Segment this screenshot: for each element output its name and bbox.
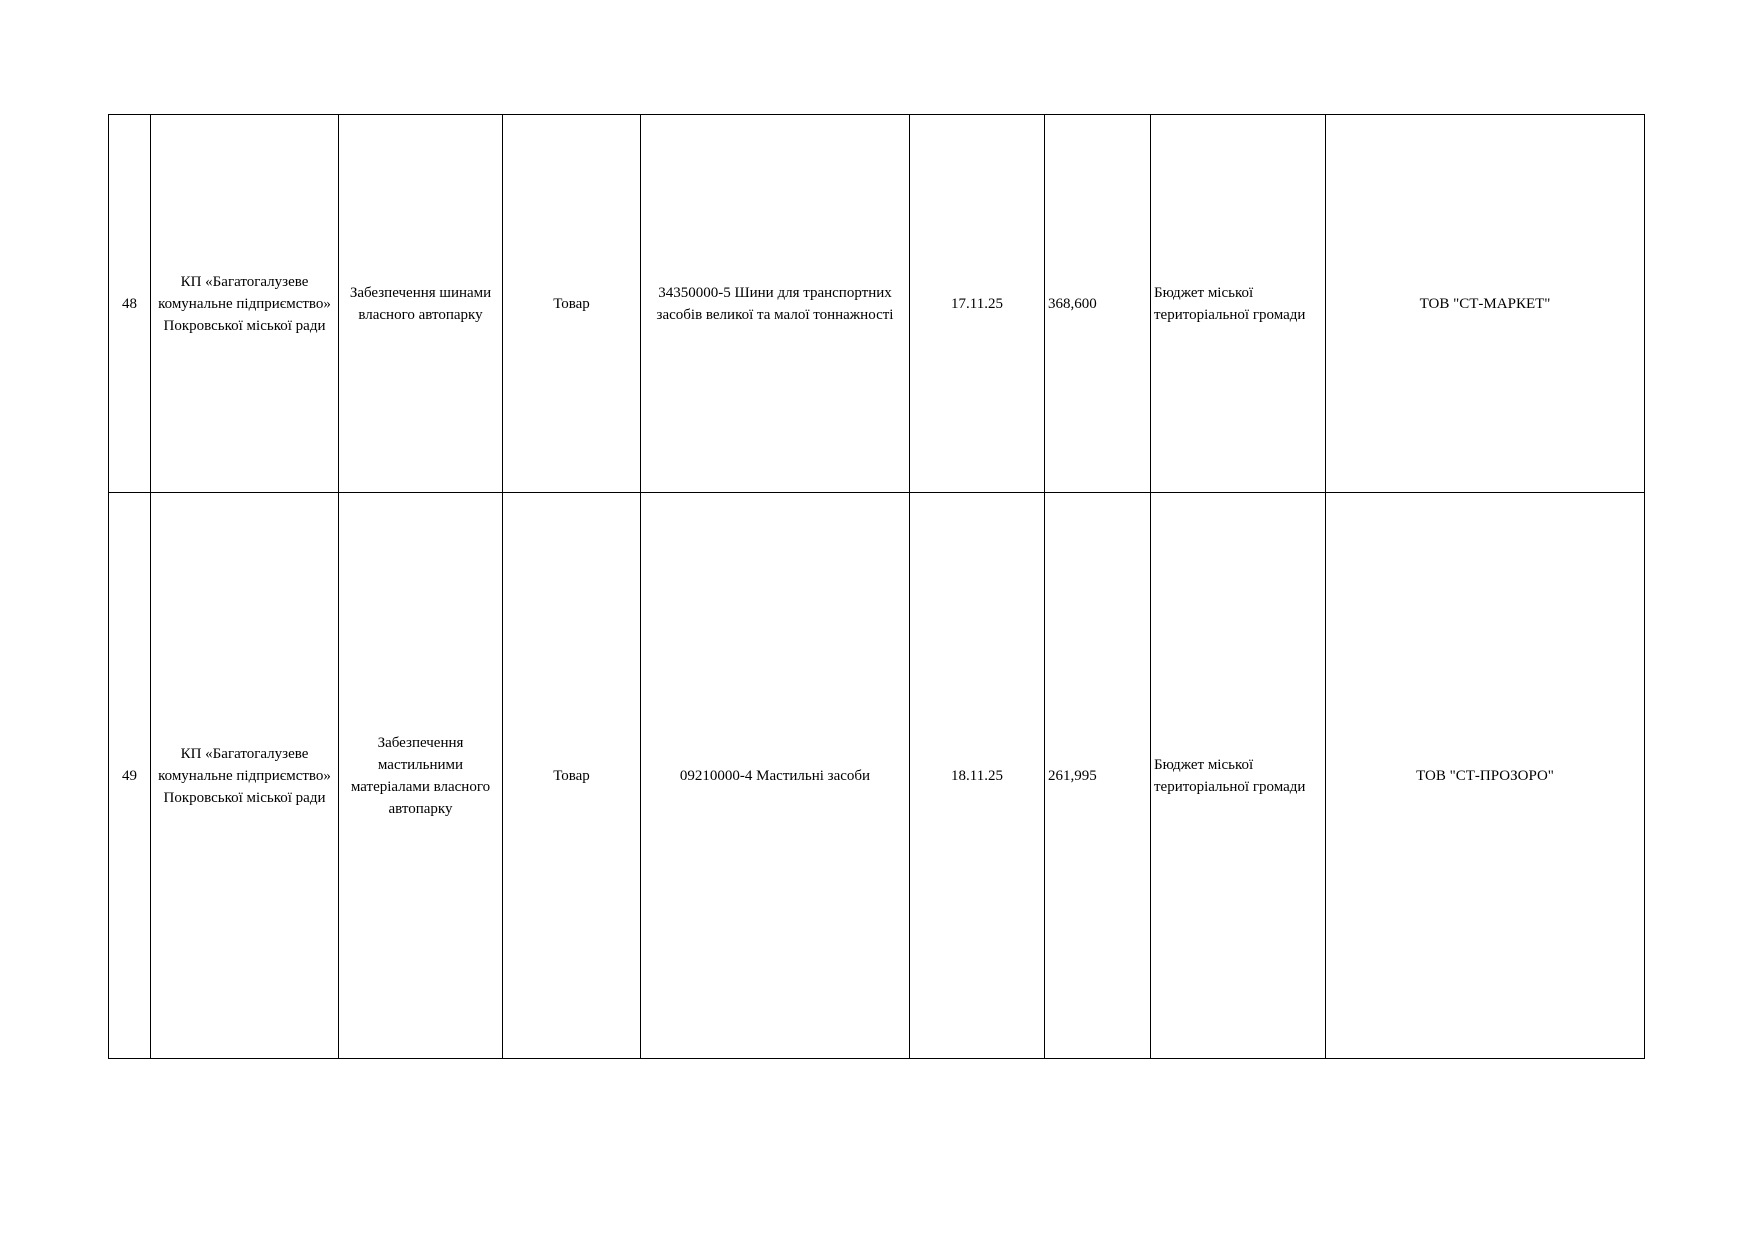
- date-cell: 17.11.25: [910, 115, 1045, 493]
- table-row: [109, 493, 1645, 1059]
- platform-cell: ТОВ "СТ-МАРКЕТ": [1326, 115, 1645, 493]
- row-number-cell: 49: [109, 493, 151, 1059]
- funding-source-cell: Бюджет міської територіальної громади: [1151, 115, 1326, 493]
- amount-cell: 368,600: [1045, 115, 1151, 493]
- customer-cell: КП «Багатогалузеве комунальне підприємство» Покровської міської ради: [151, 115, 339, 493]
- date-cell: 18.11.25: [910, 493, 1045, 1059]
- row-number-cell: 48: [109, 115, 151, 493]
- funding-source-cell: Бюджет міської територіальної громади: [1151, 493, 1326, 1059]
- procurement-type-cell: Товар: [503, 493, 641, 1059]
- customer-cell: КП «Багатогалузеве комунальне підприємство» Покровської міської ради: [151, 493, 339, 1059]
- subject-cell: Забезпечення мастильними матеріалами власного автопарку: [339, 493, 503, 1059]
- platform-cell: ТОВ "СТ-ПРОЗОРО": [1326, 493, 1645, 1059]
- cpv-code-cell: 09210000-4 Мастильні засоби: [641, 493, 910, 1059]
- procurement-table: [108, 114, 1645, 1059]
- procurement-type-cell: Товар: [503, 115, 641, 493]
- subject-cell: Забезпечення шинами власного автопарку: [339, 115, 503, 493]
- cpv-code-cell: 34350000-5 Шини для транспортних засобів великої та малої тоннажності: [641, 115, 910, 493]
- table-row: [109, 115, 1645, 493]
- amount-cell: 261,995: [1045, 493, 1151, 1059]
